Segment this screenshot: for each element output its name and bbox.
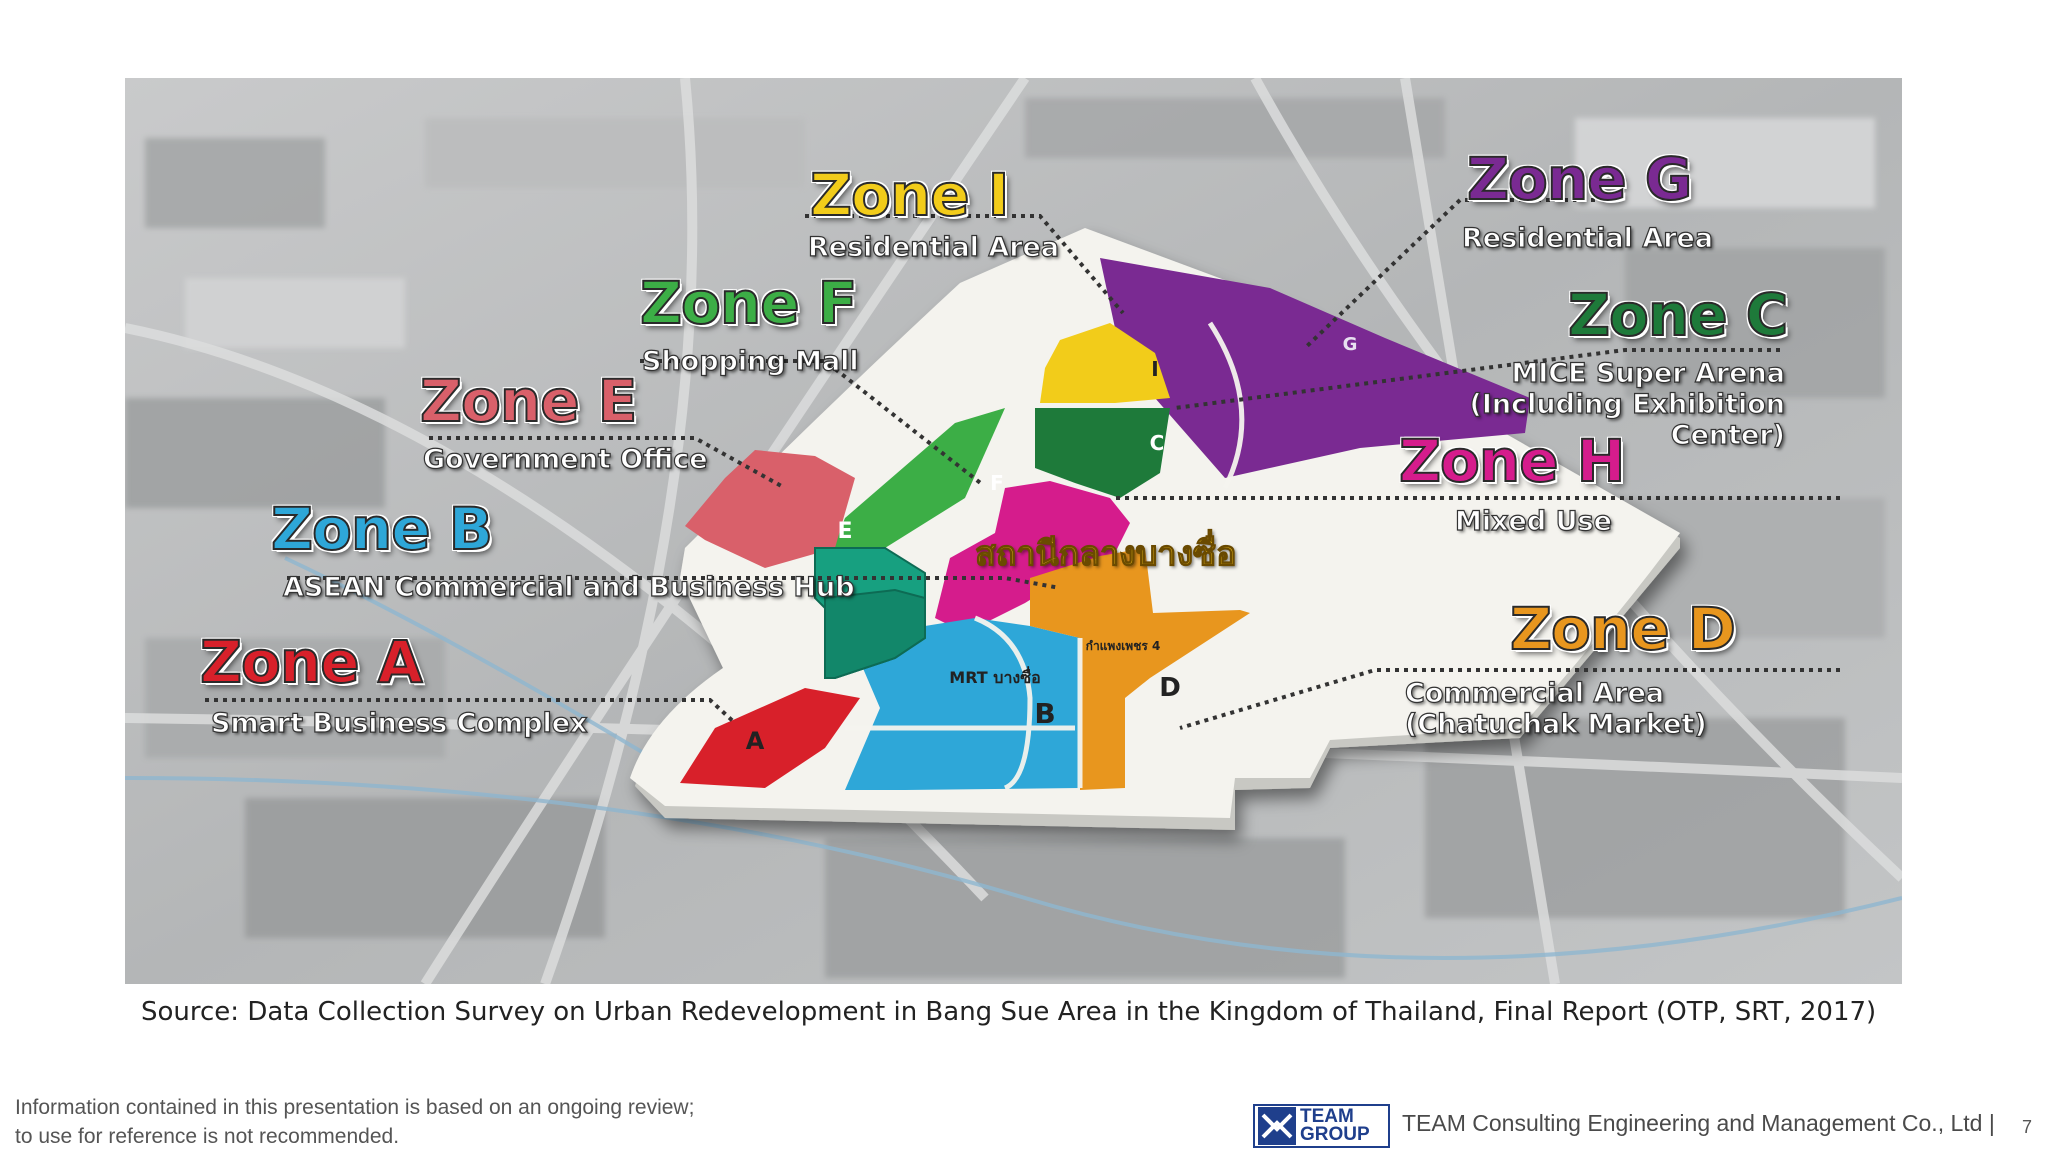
disclaimer-line-2: to use for reference is not recommended.: [15, 1125, 400, 1148]
zone-a-title: Zone A: [200, 628, 422, 696]
zone-d-subtitle: Commercial Area (Chatuchak Market): [1405, 678, 1707, 741]
disclaimer: [15, 1093, 694, 1151]
station-label-thai: สถานีกลางบางซื่อ: [975, 534, 1237, 574]
logo-line-1: TEAM: [1300, 1106, 1354, 1127]
disclaimer-line-1: Information contained in this presentation is based on an ongoing review;: [15, 1096, 695, 1119]
zone-g-subtitle: Residential Area: [1462, 223, 1714, 254]
zone-e-title: Zone E: [420, 367, 637, 435]
zone-c-subtitle: MICE Super Arena (Including Exhibition Center): [1469, 358, 1785, 452]
zone-a-marker: A: [745, 727, 765, 755]
page-number: 7: [2022, 1117, 2033, 1137]
zone-i-marker: I: [1151, 357, 1159, 381]
map-image: [125, 78, 1902, 984]
zone-g-marker: G: [1342, 334, 1358, 355]
zone-d-title: Zone D: [1510, 595, 1735, 663]
zone-b-marker: B: [1034, 697, 1056, 730]
team-logo-mark-icon: [1258, 1107, 1296, 1145]
zone-g-title: Zone G: [1467, 145, 1692, 213]
zone-a-subtitle: Smart Business Complex: [211, 708, 588, 739]
zone-e-marker: E: [837, 519, 853, 544]
logo-line-2: GROUP: [1300, 1124, 1370, 1145]
mrt-label: MRT บางซื่อ: [949, 668, 1041, 687]
zone-c-marker: C: [1149, 431, 1165, 455]
source-caption: Source: Data Collection Survey on Urban Redevelopment in Bang Sue Area in the Kingdom of Thailand, Final Report (OTP, SRT, 2017): [141, 997, 1877, 1027]
zone-i-title: Zone I: [810, 161, 1009, 229]
zone-f-marker: F: [990, 471, 1004, 495]
zone-d-marker: D: [1159, 673, 1181, 703]
zone-c-title: Zone C: [1568, 281, 1788, 349]
zone-f-title: Zone F: [640, 269, 857, 337]
zone-f-subtitle: Shopping Mall: [642, 346, 859, 377]
zone-i-subtitle: Residential Area: [808, 232, 1060, 263]
zone-h-title: Zone H: [1399, 427, 1625, 495]
company-name: TEAM Consulting Engineering and Management Co., Ltd |: [1402, 1110, 1995, 1136]
team-group-logo: [1253, 1104, 1390, 1148]
zone-b-subtitle: ASEAN Commercial and Business Hub: [283, 572, 855, 603]
zone-e-subtitle: Government Office: [423, 444, 708, 475]
zone-h-subtitle: Mixed Use: [1455, 506, 1612, 537]
zone-b-title: Zone B: [271, 495, 492, 563]
road-label-north: กำแพงเพชร 4: [1085, 639, 1161, 653]
